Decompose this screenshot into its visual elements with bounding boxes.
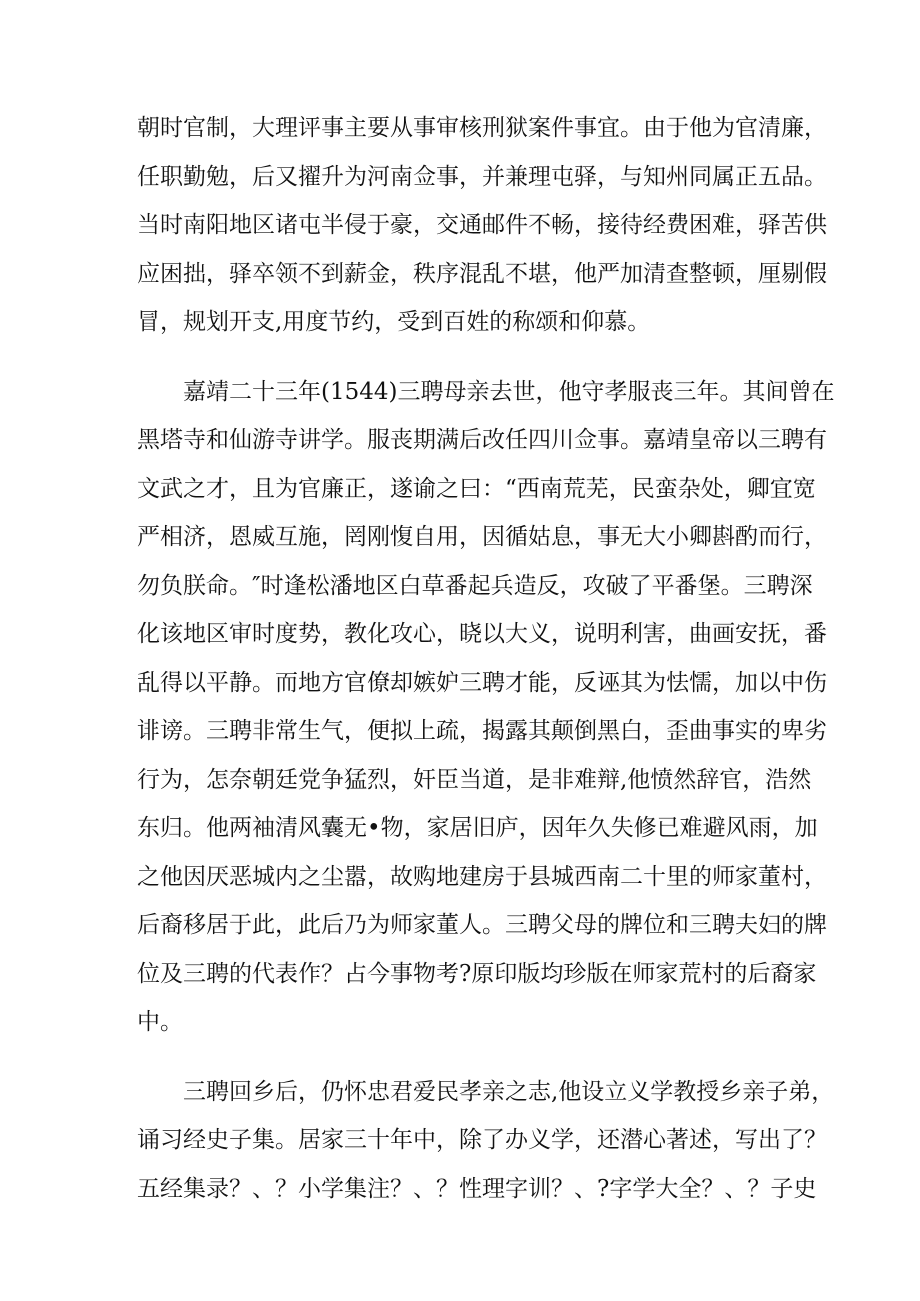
text-line: 勿负朕命。″时逢松潘地区白草番起兵造反，攻破了平番堡。三聘深 bbox=[137, 572, 813, 599]
text-line: 位及三聘的代表作？占今事物考?原印版均珍版在师家荒村的后裔家 bbox=[137, 960, 817, 987]
text-line: 乱得以平静。而地方官僚却嫉妒三聘才能，反诬其为怯懦，加以中伤 bbox=[137, 669, 827, 696]
text-line: 化该地区审时度势，教化攻心，晓以大义，说明利害，曲画安抚，番 bbox=[137, 621, 827, 647]
text-line: 之他因厌恶城内之尘嚣，故购地建房于县城西南二十里的师家董村， bbox=[137, 863, 827, 890]
text-line: 冒，规划开支,用度节约，受到百姓的称颂和仰慕。 bbox=[137, 309, 651, 335]
paragraph-gap bbox=[137, 1047, 787, 1068]
text-line: 东归。他两袖清风囊无•物，家居旧庐，因年久失修已难避风雨，加 bbox=[137, 815, 818, 841]
text-line: 朝时官制，大理评事主要从事审核刑狱案件事宜。由于他为官清廉， bbox=[137, 115, 827, 141]
text-line: 诵习经史子集。居家三十年中，除了办义学，还潜心著述，写出了？ bbox=[137, 1127, 827, 1153]
text-line: 嘉靖二十三年(1544)三聘母亲去世，他守孝服丧三年。其间曾在 bbox=[183, 378, 835, 405]
text-line: 三聘回乡后，仍怀忠君爱民孝亲之志,他设立义学教授乡亲子弟， bbox=[183, 1078, 835, 1105]
text-line: 诽谤。三聘非常生气，便拟上疏，揭露其颠倒黑白，歪曲事实的卑劣 bbox=[137, 718, 827, 744]
text-line: 行为，怎奈朝廷党争猛烈，奸臣当道，是非难辩,他愤然辞官，浩然 bbox=[137, 766, 812, 793]
text-line: 中。 bbox=[137, 1009, 183, 1035]
text-line: 严相济，恩威互施，罔刚愎自用，因循姑息，事无大小卿斟酌而行， bbox=[137, 524, 827, 550]
document-body bbox=[137, 104, 835, 1213]
text-line: 应困拙，驿卒领不到薪金，秩序混乱不堪，他严加清查整顿，厘剔假 bbox=[137, 260, 827, 287]
paragraph-2 bbox=[137, 368, 835, 1047]
text-line: 五经集录？、？小学集注？、？性理字训？、?字学大全？、？子史 bbox=[137, 1175, 817, 1202]
paragraph-3 bbox=[137, 1068, 835, 1214]
text-line: 文武之才，且为官廉正，遂谕之曰：“西南荒芜，民蛮杂处，卿宜宽 bbox=[137, 475, 816, 502]
text-line: 黑塔寺和仙游寺讲学。服丧期满后改任四川佥事。嘉靖皇帝以三聘有 bbox=[137, 427, 827, 453]
text-line: 后裔移居于此，此后乃为师家董人。三聘父母的牌位和三聘夫妇的牌 bbox=[137, 912, 827, 938]
text-line: 当时南阳地区诸屯半侵于豪，交通邮件不畅，接待经费困难，驿苦供 bbox=[137, 212, 827, 238]
paragraph-gap bbox=[137, 347, 787, 368]
paragraph-1 bbox=[137, 104, 827, 347]
text-line: 任职勤勉，后又擢升为河南佥事，并兼理屯驿，与知州同属正五品。 bbox=[137, 163, 827, 190]
